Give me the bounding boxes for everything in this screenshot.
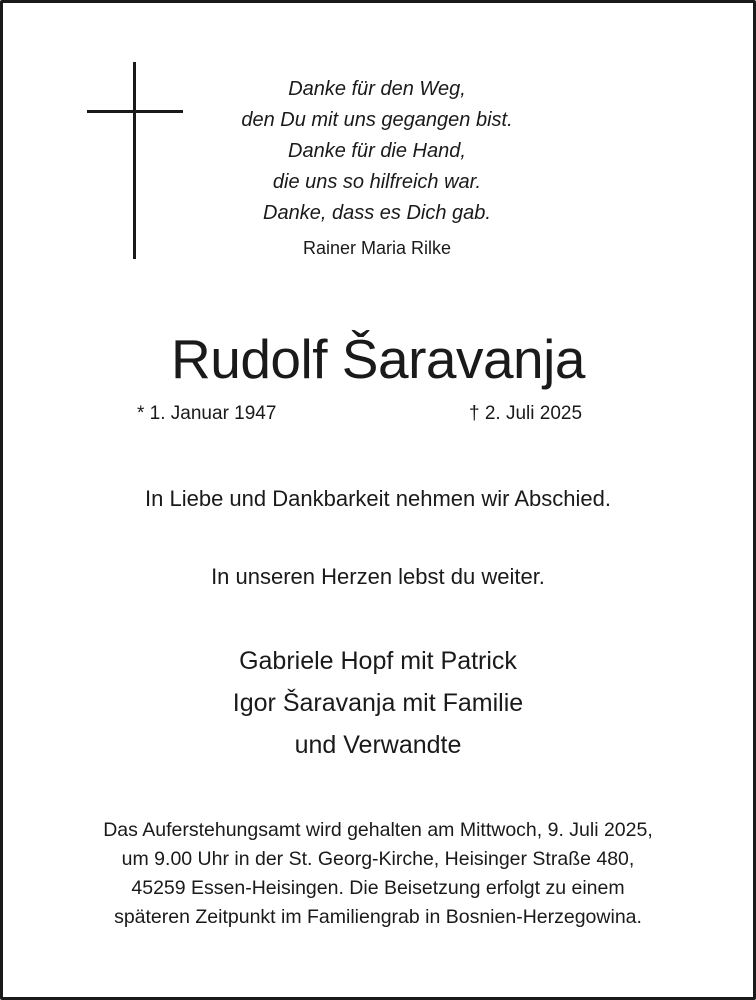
poem-line: Danke für den Weg, — [288, 78, 466, 100]
cross-vertical-bar — [133, 62, 136, 259]
mourners-list — [0, 640, 756, 766]
poem-quote — [190, 74, 564, 259]
poem-line: den Du mit uns gegangen bist. — [241, 109, 513, 131]
poem-line: Danke, dass es Dich gab. — [263, 202, 491, 224]
service-line: um 9.00 Uhr in der St. Georg-Kirche, Heisinger Straße 480, — [121, 848, 635, 870]
service-line: Das Auferstehungsamt wird gehalten am Mittwoch, 9. Juli 2025, — [103, 819, 653, 841]
service-details — [0, 816, 756, 932]
farewell-message: In Liebe und Dankbarkeit nehmen wir Abschied. — [145, 486, 611, 511]
birth-date: * 1. Januar 1947 — [137, 403, 277, 424]
service-line: 45259 Essen-Heisingen. Die Beisetzung erfolgt zu einem — [131, 877, 625, 899]
service-line: späteren Zeitpunkt im Familiengrab in Bosnien-Herzegowina. — [114, 906, 642, 928]
deceased-name: Rudolf Šaravanja — [171, 328, 585, 390]
poem-line: die uns so hilfreich war. — [272, 171, 482, 193]
cross-horizontal-bar — [87, 110, 183, 113]
mourner-line: Igor Šaravanja mit Familie — [232, 689, 524, 717]
mourner-line: und Verwandte — [294, 731, 462, 759]
hearts-message: In unseren Herzen lebst du weiter. — [211, 564, 545, 589]
death-date: † 2. Juli 2025 — [469, 403, 583, 424]
mourner-line: Gabriele Hopf mit Patrick — [239, 647, 517, 675]
poem-line: Danke für die Hand, — [288, 140, 466, 162]
poem-author: Rainer Maria Rilke — [302, 238, 452, 258]
